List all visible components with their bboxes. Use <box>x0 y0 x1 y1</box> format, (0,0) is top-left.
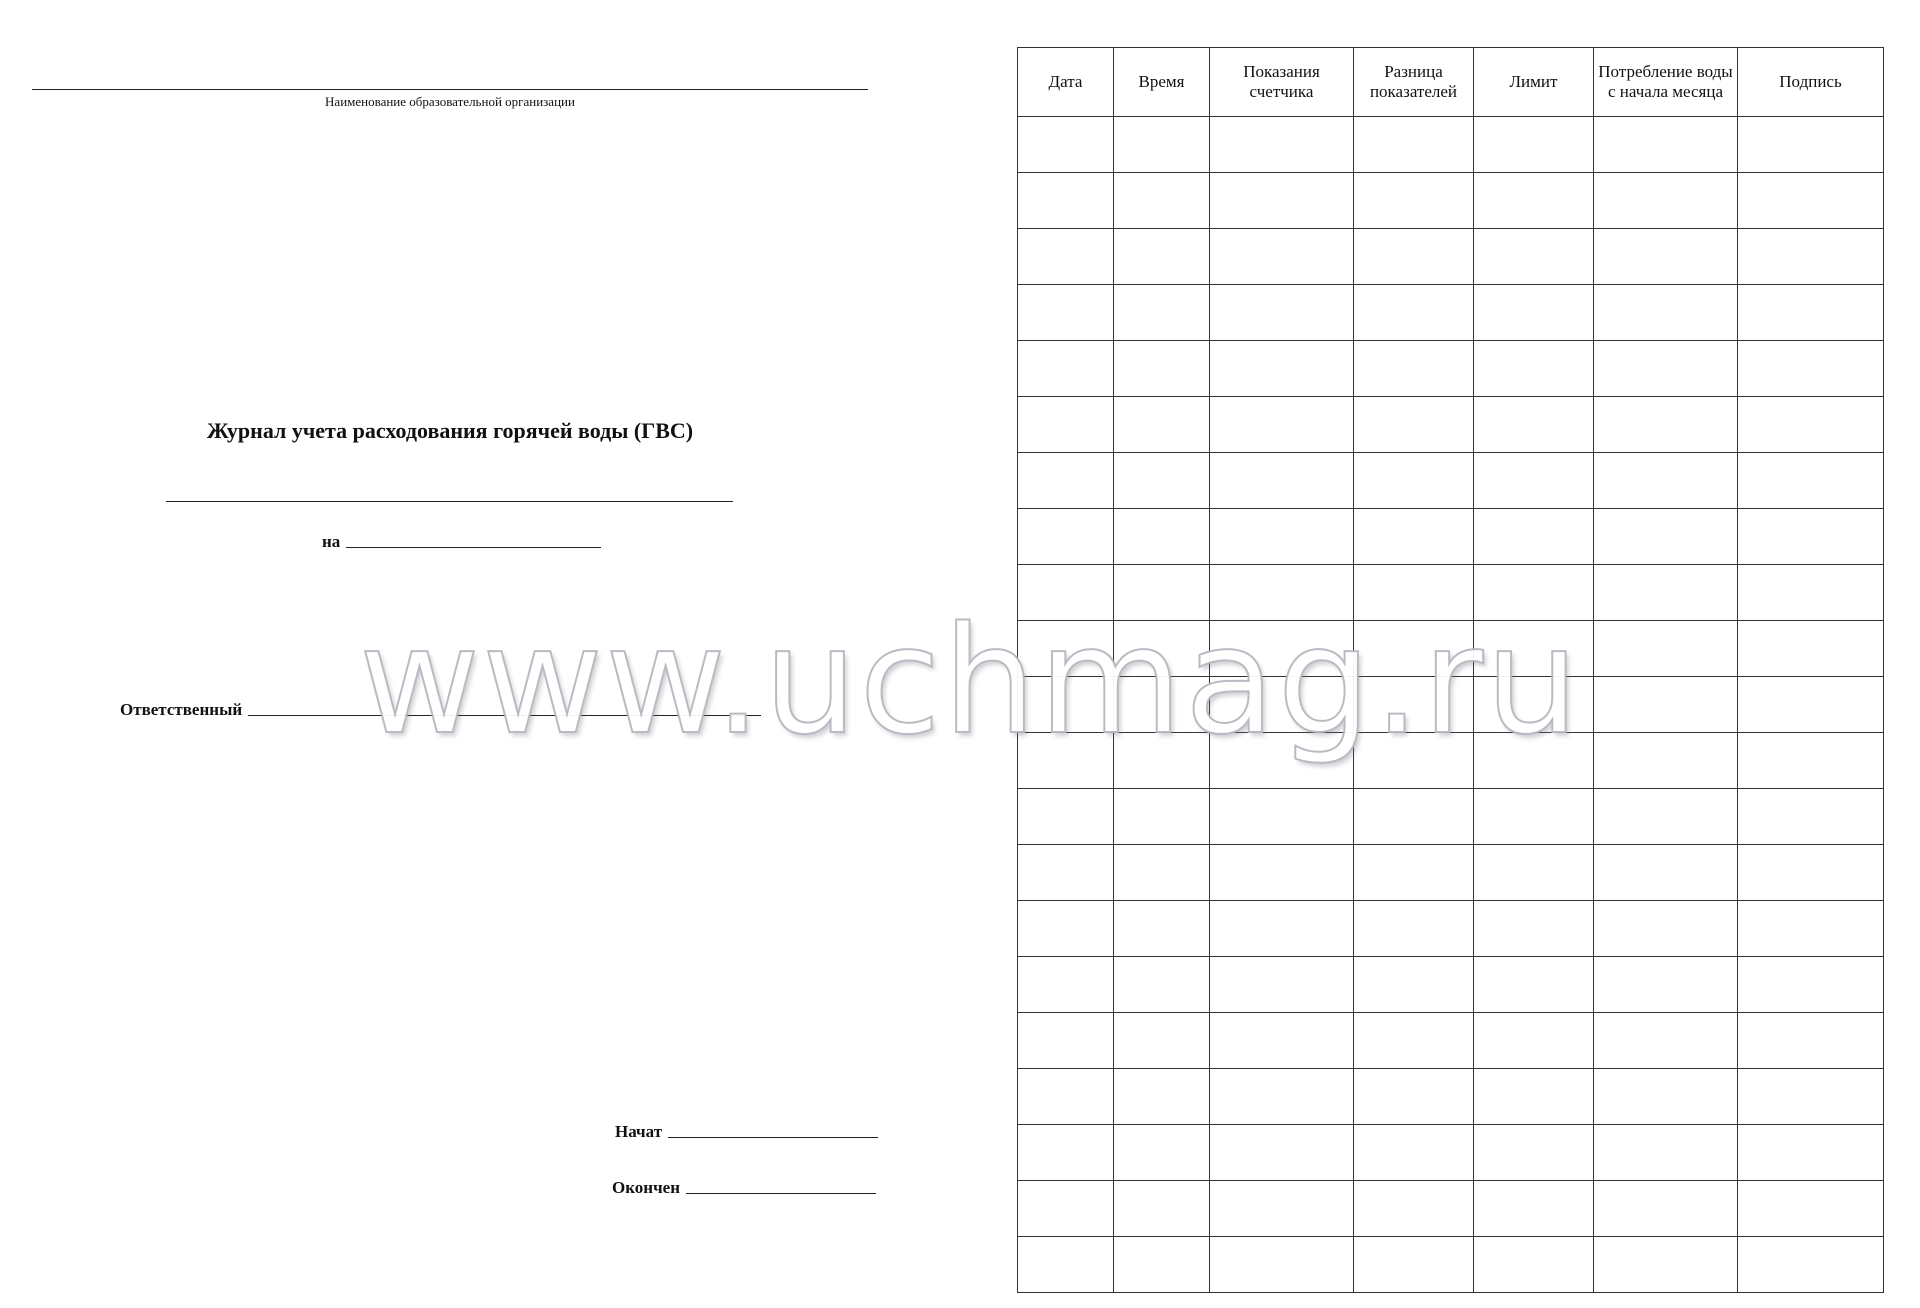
table-cell <box>1474 789 1594 845</box>
table-cell <box>1594 845 1738 901</box>
table-row <box>1018 733 1884 789</box>
table-row <box>1018 1013 1884 1069</box>
table-cell <box>1018 901 1114 957</box>
table-cell <box>1354 789 1474 845</box>
table-cell <box>1474 733 1594 789</box>
table-cell <box>1354 1125 1474 1181</box>
table-cell <box>1018 1069 1114 1125</box>
journal-title: Журнал учета расходования горячей воды (ГВС) <box>206 418 694 443</box>
table-cell <box>1474 845 1594 901</box>
table-cell <box>1210 1125 1354 1181</box>
table-cell <box>1474 453 1594 509</box>
responsible-blank <box>248 713 761 716</box>
table-row <box>1018 397 1884 453</box>
water-log-table <box>1017 47 1884 1293</box>
table-row <box>1018 1069 1884 1125</box>
table-row <box>1018 845 1884 901</box>
table-cell <box>1018 957 1114 1013</box>
table-cell <box>1114 509 1210 565</box>
table-cell <box>1738 1069 1884 1125</box>
table-cell <box>1474 565 1594 621</box>
table-cell <box>1738 845 1884 901</box>
responsible-label: Ответственный <box>120 700 243 719</box>
table-cell <box>1210 901 1354 957</box>
header-signature: Подпись <box>1738 48 1884 117</box>
table-cell <box>1210 229 1354 285</box>
table-row <box>1018 173 1884 229</box>
table-cell <box>1018 341 1114 397</box>
table-cell <box>1594 341 1738 397</box>
table-cell <box>1114 565 1210 621</box>
table-cell <box>1474 117 1594 173</box>
table-cell <box>1474 1125 1594 1181</box>
table-cell <box>1018 1181 1114 1237</box>
table-cell <box>1594 565 1738 621</box>
table-cell <box>1114 453 1210 509</box>
table-cell <box>1594 733 1738 789</box>
table-cell <box>1594 1013 1738 1069</box>
table-cell <box>1474 229 1594 285</box>
table-cell <box>1594 1069 1738 1125</box>
table-cell <box>1018 621 1114 677</box>
table-cell <box>1474 957 1594 1013</box>
table-cell <box>1114 1237 1210 1293</box>
period-label: на <box>322 532 341 551</box>
table-cell <box>1354 117 1474 173</box>
table-row <box>1018 341 1884 397</box>
table-row <box>1018 901 1884 957</box>
watermark-text: www.uchmag.ru <box>358 595 1582 767</box>
table-cell <box>1474 1069 1594 1125</box>
table-cell <box>1354 1181 1474 1237</box>
table-cell <box>1018 1125 1114 1181</box>
table-cell <box>1018 677 1114 733</box>
table-cell <box>1474 341 1594 397</box>
table-cell <box>1738 1181 1884 1237</box>
table-cell <box>1594 621 1738 677</box>
table-cell <box>1594 229 1738 285</box>
table-row <box>1018 117 1884 173</box>
table-cell <box>1354 901 1474 957</box>
table-row <box>1018 957 1884 1013</box>
table-cell <box>1018 1237 1114 1293</box>
table-cell <box>1738 677 1884 733</box>
table-cell <box>1474 509 1594 565</box>
table-cell <box>1738 789 1884 845</box>
table-cell <box>1018 229 1114 285</box>
table-cell <box>1738 229 1884 285</box>
table-cell <box>1354 1069 1474 1125</box>
table-cell <box>1114 1069 1210 1125</box>
table-cell <box>1354 957 1474 1013</box>
table-cell <box>1210 173 1354 229</box>
header-difference: Разница показателей <box>1354 48 1474 117</box>
org-name-line <box>32 89 868 90</box>
table-cell <box>1474 173 1594 229</box>
table-cell <box>1210 733 1354 789</box>
table-cell <box>1018 845 1114 901</box>
table-cell <box>1474 621 1594 677</box>
table-cell <box>1210 285 1354 341</box>
table-row <box>1018 229 1884 285</box>
table-row <box>1018 677 1884 733</box>
table-row <box>1018 1181 1884 1237</box>
header-monthly-consumption: Потребление воды с начала месяца <box>1594 48 1738 117</box>
table-cell <box>1210 677 1354 733</box>
table-row <box>1018 565 1884 621</box>
table-cell <box>1114 677 1210 733</box>
started-field <box>615 1122 878 1142</box>
table-cell <box>1738 1013 1884 1069</box>
table-cell <box>1210 117 1354 173</box>
table-row <box>1018 621 1884 677</box>
table-cell <box>1354 845 1474 901</box>
header-limit: Лимит <box>1474 48 1594 117</box>
period-blank <box>346 545 601 548</box>
table-cell <box>1018 285 1114 341</box>
table-cell <box>1210 957 1354 1013</box>
table-cell <box>1738 1125 1884 1181</box>
table-cell <box>1354 733 1474 789</box>
table-cell <box>1594 957 1738 1013</box>
table-cell <box>1594 509 1738 565</box>
table-cell <box>1114 229 1210 285</box>
table-cell <box>1210 621 1354 677</box>
table-cell <box>1738 565 1884 621</box>
table-cell <box>1018 453 1114 509</box>
table-cell <box>1210 1237 1354 1293</box>
table-cell <box>1738 733 1884 789</box>
table-cell <box>1114 1125 1210 1181</box>
period-field <box>322 532 601 552</box>
table-cell <box>1114 1013 1210 1069</box>
table-cell <box>1114 173 1210 229</box>
title-fill-line <box>166 501 733 502</box>
table-cell <box>1594 117 1738 173</box>
table-row <box>1018 1125 1884 1181</box>
table-cell <box>1210 789 1354 845</box>
table-cell <box>1354 1013 1474 1069</box>
table-cell <box>1018 397 1114 453</box>
table-cell <box>1474 1237 1594 1293</box>
table-cell <box>1018 1013 1114 1069</box>
header-date: Дата <box>1018 48 1114 117</box>
table-cell <box>1738 117 1884 173</box>
table-cell <box>1738 285 1884 341</box>
table-body <box>1018 117 1884 1293</box>
table-cell <box>1114 733 1210 789</box>
header-meter-reading: Показания счетчика <box>1210 48 1354 117</box>
table-cell <box>1594 173 1738 229</box>
table-header-row <box>1018 48 1884 117</box>
table-cell <box>1474 1013 1594 1069</box>
table-cell <box>1114 285 1210 341</box>
ended-blank <box>686 1191 876 1194</box>
table-cell <box>1738 397 1884 453</box>
table-cell <box>1354 285 1474 341</box>
table-row <box>1018 285 1884 341</box>
table-cell <box>1738 173 1884 229</box>
table-cell <box>1018 509 1114 565</box>
table-row <box>1018 509 1884 565</box>
table-cell <box>1210 1069 1354 1125</box>
table-cell <box>1594 1181 1738 1237</box>
table-cell <box>1210 453 1354 509</box>
table-cell <box>1738 621 1884 677</box>
ended-label: Окончен <box>612 1178 681 1197</box>
table-cell <box>1474 285 1594 341</box>
table-cell <box>1114 621 1210 677</box>
table-row <box>1018 789 1884 845</box>
table-cell <box>1594 397 1738 453</box>
table-cell <box>1354 621 1474 677</box>
table-row <box>1018 1237 1884 1293</box>
table-cell <box>1354 1237 1474 1293</box>
table-cell <box>1738 957 1884 1013</box>
table-cell <box>1594 677 1738 733</box>
table-cell <box>1474 901 1594 957</box>
table-cell <box>1210 397 1354 453</box>
table-row <box>1018 453 1884 509</box>
table-cell <box>1114 117 1210 173</box>
table-cell <box>1354 453 1474 509</box>
table-cell <box>1594 789 1738 845</box>
started-label: Начат <box>615 1122 663 1141</box>
ended-field <box>612 1178 876 1198</box>
table-cell <box>1354 509 1474 565</box>
table-cell <box>1018 565 1114 621</box>
table-cell <box>1354 229 1474 285</box>
table-cell <box>1354 677 1474 733</box>
table-cell <box>1354 397 1474 453</box>
table-cell <box>1738 901 1884 957</box>
table-cell <box>1018 733 1114 789</box>
table-cell <box>1594 285 1738 341</box>
table-cell <box>1210 1181 1354 1237</box>
table-cell <box>1738 453 1884 509</box>
table-cell <box>1474 677 1594 733</box>
table-cell <box>1210 845 1354 901</box>
table-cell <box>1210 565 1354 621</box>
table-cell <box>1114 957 1210 1013</box>
table-cell <box>1210 341 1354 397</box>
table-cell <box>1594 1125 1738 1181</box>
started-blank <box>668 1135 878 1138</box>
table-cell <box>1210 1013 1354 1069</box>
table-cell <box>1210 509 1354 565</box>
table-cell <box>1474 1181 1594 1237</box>
table-cell <box>1114 1181 1210 1237</box>
org-name-caption: Наименование образовательной организации <box>325 94 575 109</box>
table-cell <box>1594 901 1738 957</box>
table-cell <box>1354 565 1474 621</box>
table-cell <box>1114 789 1210 845</box>
table-cell <box>1018 789 1114 845</box>
table-cell <box>1114 341 1210 397</box>
table-cell <box>1114 901 1210 957</box>
table-cell <box>1114 845 1210 901</box>
table-cell <box>1018 117 1114 173</box>
table-cell <box>1354 173 1474 229</box>
table-cell <box>1114 397 1210 453</box>
header-time: Время <box>1114 48 1210 117</box>
table-cell <box>1738 1237 1884 1293</box>
responsible-field <box>120 700 761 720</box>
table-cell <box>1738 509 1884 565</box>
table-cell <box>1474 397 1594 453</box>
table-cell <box>1738 341 1884 397</box>
table-cell <box>1354 341 1474 397</box>
table-cell <box>1594 1237 1738 1293</box>
table-cell <box>1018 173 1114 229</box>
table-cell <box>1594 453 1738 509</box>
